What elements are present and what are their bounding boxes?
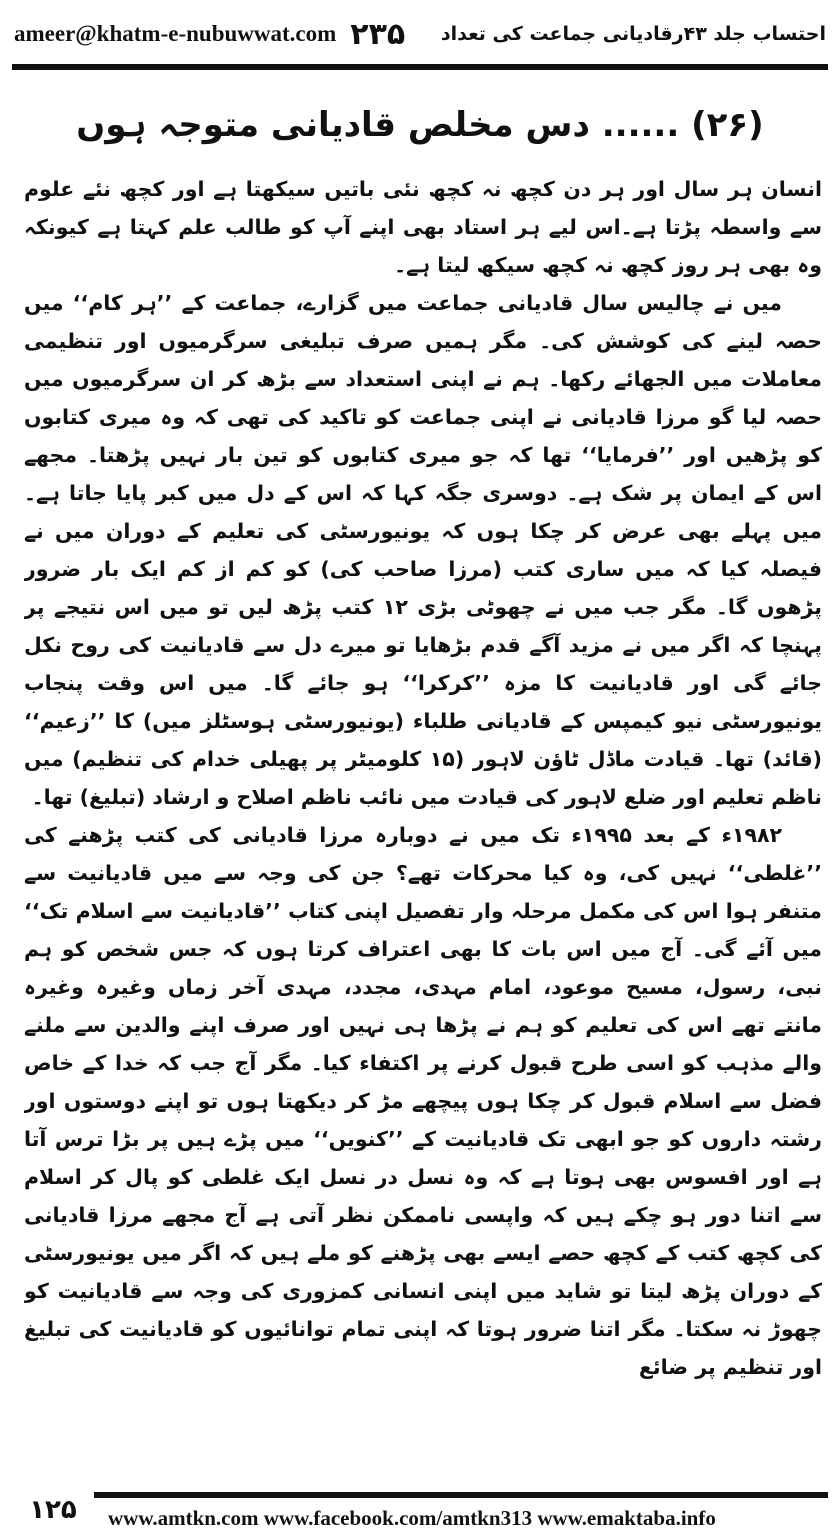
paragraph-3: ۱۹۸۲ء کے بعد ۱۹۹۵ء تک میں نے دوبارہ مرزا قادیانی کی کتب پڑھنے کی ’’غلطی‘‘ نہیں کی، وہ کیا محرکات تھے؟ جن کی وجہ سے میں قادیانیت سے متنفر ہوا اس کی مکمل مرحلہ وار تفصیل اپنی کتاب ’’قادیانیت سے اسلام تک‘‘ میں آئے گی۔ آج میں اس بات کا بھی اعتراف کرتا ہوں کہ جس شخص کو ہم نبی، رسول، مسیح موعود، امام مہدی، مجدد، مہدی آخر زماں وغیرہ وغیرہ مانتے تھے اس کی تعلیم کو ہم نے پڑھا ہی نہیں اور صرف اپنے والدین سے ملنے والے مذہب کو اسی طرح قبول کرنے پر اکتفاء کیا۔ مگر آج جب کہ خدا کے خاص فضل سے اسلام قبول کر چکا ہوں پیچھے مڑ کر دیکھتا ہوں تو اپنے دوستوں اور رشتہ داروں کو جو ابھی تک قادیانیت کے ’’کنویں‘‘ میں پڑے ہیں پر بڑا ترس آتا ہے اور افسوس بھی ہوتا ہے کہ وہ نسل در نسل ایک غلطی کو پال کر اسلام سے اتنا دور ہو چکے ہیں کہ واپسی ناممکن نظر آتی ہے آج مجھے مرزا قادیانی کی کچھ کتب کے کچھ حصے ایسے بھی پڑھنے کو ملے ہیں کہ اگر میں یونیورسٹی کے دوران پڑھ لیتا تو شاید میں اپنی انسانی کمزوری کی وجہ سے قادیانیت کو چھوڑ نہ سکتا۔ مگر اتنا ضرور ہوتا کہ اپنی تمام توانائیوں کو قادیانیت کی تبلیغ اور تنظیم پر ضائع (24, 823, 822, 1379)
paragraph-1: انسان ہر سال اور ہر دن کچھ نہ کچھ نئی باتیں سیکھتا ہے اور کچھ نئے علوم سے واسطہ پڑتا ہے۔اس لیے ہر استاد بھی اپنے آپ کو طالب علم کہتا ہے کیونکہ وہ بھی ہر روز کچھ نہ کچھ سیکھ لیتا ہے۔ (24, 177, 822, 277)
header-running-title: احتساب جلد ۴۳رقادیانی جماعت کی تعداد (440, 23, 826, 45)
footer-page-number: ۱۲۵ (29, 1495, 77, 1525)
header-rule (12, 64, 828, 70)
article-body (24, 170, 822, 1470)
header-page-number: ۲۳۵ (350, 16, 406, 52)
header-left (14, 17, 405, 52)
header-email[interactable]: ameer@khatm-e-nubuwwat.com (14, 21, 337, 46)
page-footer (12, 1490, 828, 1536)
page-header (14, 12, 826, 56)
footer-urls[interactable]: www.amtkn.com www.facebook.com/amtkn313 www.emaktaba.info (108, 1506, 716, 1530)
chapter-title: (۲۶) ...... دس مخلص قادیانی متوجہ ہوں (76, 105, 764, 145)
footer-rule (94, 1492, 828, 1498)
paragraph-2: میں نے چالیس سال قادیانی جماعت میں گزارے، جماعت کے ’’ہر کام‘‘ میں حصہ لینے کی کوشش کی۔ مگر ہمیں صرف تبلیغی سرگرمیوں اور تنظیمی معاملات میں الجھائے رکھا۔ ہم نے اپنی استعداد سے بڑھ کر ان سرگرمیوں میں حصہ لیا گو مرزا قادیانی نے اپنی جماعت کو تاکید کی تھی کہ وہ میری کتابوں کو پڑھیں اور ’’فرمایا‘‘ تھا کہ جو میری کتابوں کو تین بار نہیں پڑھتا۔ مجھے اس کے ایمان پر شک ہے۔ دوسری جگہ کہا کہ اس کے دل میں کبر پایا جاتا ہے۔ میں پہلے بھی عرض کر چکا ہوں کہ یونیورسٹی کی تعلیم کے دوران میں نے فیصلہ کیا کہ میں ساری کتب (مرزا صاحب کی) کو کم از کم ایک بار ضرور پڑھوں گا۔ مگر جب میں نے چھوٹی بڑی ۱۲ کتب پڑھ لیں تو میں اس نتیجے پر پہنچا کہ اگر میں نے مزید آگے قدم بڑھایا تو میرے دل سے قادیانیت کی روح نکل جائے گی اور قادیانیت کا مزہ ’’کرکرا‘‘ ہو جائے گا۔ میں اس وقت پنجاب یونیورسٹی نیو کیمپس کے قادیانی طلباء (یونیورسٹی ہوسٹلز میں) کا ’’زعیم‘‘ (قائد) تھا۔ قیادت ماڈل ٹاؤن لاہور (۱۵ کلومیٹر پر پھیلی خدام کی تنظیم) میں ناظم تعلیم اور ضلع لاہور کی قیادت میں نائب ناظم اصلاح و ارشاد (تبلیغ) تھا۔ (24, 291, 822, 809)
